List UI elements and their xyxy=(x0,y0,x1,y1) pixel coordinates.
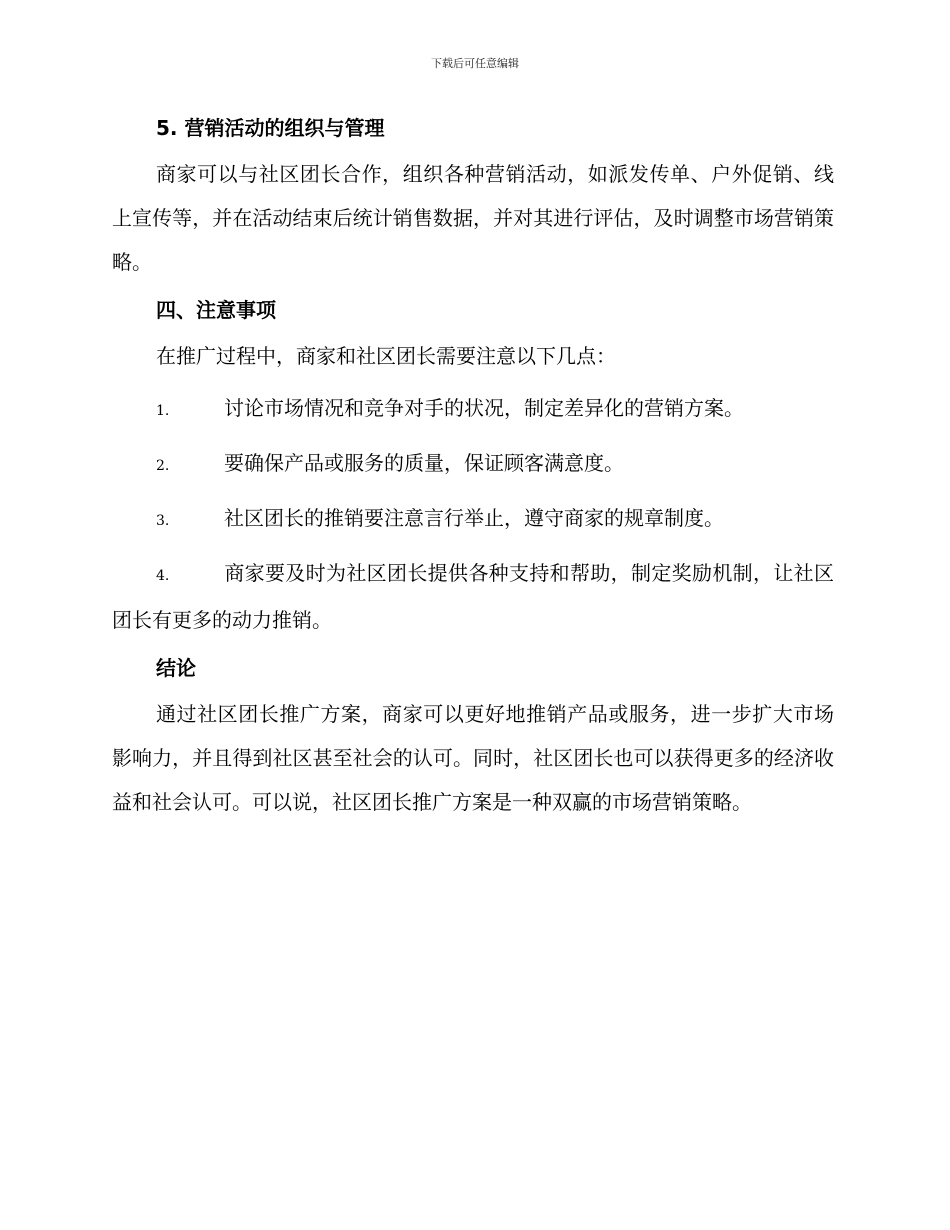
document-body xyxy=(112,112,834,824)
section-5-heading: 5. 营销活动的组织与管理 xyxy=(156,116,385,140)
list-item-number: 2. xyxy=(156,458,170,474)
list-item-text: 要确保产品或服务的质量，保证顾客满意度。 xyxy=(224,451,624,475)
page-header-note: 下载后可任意编辑 xyxy=(431,57,519,70)
conclusion-heading: 结论 xyxy=(156,656,196,680)
list-item-text: 讨论市场情况和竞争对手的状况，制定差异化的营销方案。 xyxy=(224,396,744,420)
list-item xyxy=(112,551,834,642)
list-item-text: 社区团长的推销要注意言行举止，遵守商家的规章制度。 xyxy=(224,506,724,530)
section-5-paragraph: 商家可以与社区团长合作，组织各种营销活动，如派发传单、户外促销、线上宣传等，并在活动结束后统计销售数据，并对其进行评估，及时调整市场营销策略。 xyxy=(112,162,834,274)
conclusion-paragraph: 通过社区团长推广方案，商家可以更好地推销产品或服务，进一步扩大市场影响力，并且得到社区甚至社会的认可。同时，社区团长也可以获得更多的经济收益和社会认可。可以说，社区团长推广方案是一种双赢的市场营销策略。 xyxy=(112,702,834,814)
list-item xyxy=(112,441,834,488)
list-item-number: 1. xyxy=(156,403,170,419)
section-4-intro: 在推广过程中，商家和社区团长需要注意以下几点： xyxy=(156,344,616,368)
list-item xyxy=(112,386,834,433)
list-item-text: 商家要及时为社区团长提供各种支持和帮助，制定奖励机制，让社区团长有更多的动力推销。 xyxy=(112,561,834,632)
list-item-number: 3. xyxy=(156,513,170,529)
list-item-number: 4. xyxy=(156,568,170,584)
section-4-heading: 四、注意事项 xyxy=(156,298,276,322)
list-item xyxy=(112,496,834,543)
